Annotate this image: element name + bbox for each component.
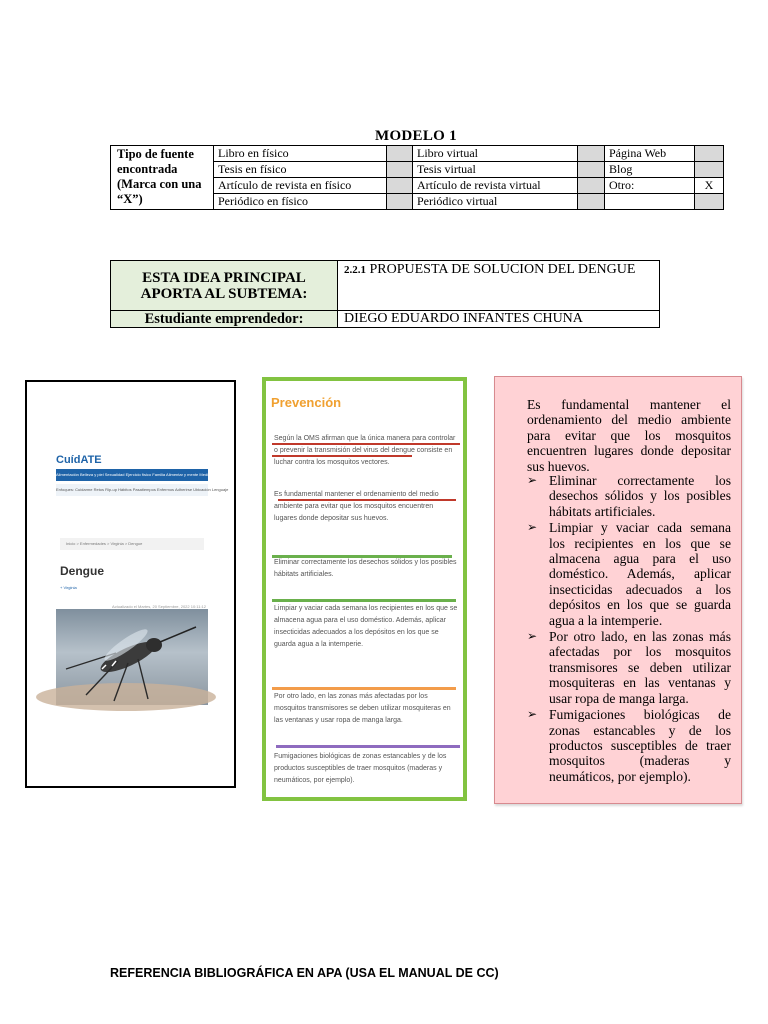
list-item bbox=[527, 707, 731, 784]
mosquito-image bbox=[56, 609, 208, 705]
website-screenshot-card bbox=[25, 380, 236, 788]
list-item bbox=[527, 473, 731, 519]
option-cell: Libro virtual bbox=[413, 146, 578, 162]
highlight-underline bbox=[278, 499, 456, 501]
idea-table bbox=[110, 260, 660, 328]
highlight-underline bbox=[272, 455, 412, 457]
arrow-bullet-icon: ➢ bbox=[527, 473, 538, 487]
summary-intro: Es fundamental mantener el ordenamiento del medio ambiente para evitar que los mosquitos encuentren lugares donde depositar sus huevos. bbox=[527, 397, 731, 474]
selected-mark[interactable]: X bbox=[695, 178, 724, 194]
option-cell: Artículo de revista en físico bbox=[214, 178, 387, 194]
checkbox-cell[interactable] bbox=[578, 178, 605, 194]
site-subnav: Enfoques: Cuidarme Retos Rip-up Hábitos Pasatiempos Enfermos Adherirse Ubicación Lenguaje bbox=[56, 484, 208, 496]
article-heading: Dengue bbox=[60, 564, 105, 578]
source-row bbox=[111, 146, 724, 162]
subtopic-number: 2.2.1 bbox=[344, 264, 366, 276]
summary-card bbox=[494, 376, 742, 804]
article-tag: + Virginia bbox=[60, 585, 77, 590]
highlight-underline bbox=[272, 687, 456, 690]
prevention-screenshot-card bbox=[262, 377, 467, 801]
student-name: DIEGO EDUARDO INFANTES CHUNA bbox=[338, 311, 660, 328]
option-cell: Periódico en físico bbox=[214, 194, 387, 210]
option-cell: Página Web bbox=[605, 146, 695, 162]
checkbox-cell[interactable] bbox=[695, 146, 724, 162]
list-item-text: Por otro lado, en las zonas más afectadas por los mosquitos transmisores se deben utilizar mosquiteras en las ventanas y usar ropa de manga larga. bbox=[549, 629, 731, 706]
checkbox-cell[interactable] bbox=[387, 178, 413, 194]
list-item-text: Fumigaciones biológicas de zonas estancables y de los productos susceptibles de traer mosquitos (maderas y neumáticos, por ejemplo). bbox=[549, 707, 731, 784]
option-cell bbox=[605, 194, 695, 210]
student-label: Estudiante emprendedor: bbox=[111, 311, 338, 328]
website-capture bbox=[56, 442, 229, 722]
option-cell: Blog bbox=[605, 162, 695, 178]
prevention-paragraph: Eliminar correctamente los desechos sólidos y los posibles hábitats artificiales. bbox=[274, 559, 457, 578]
arrow-bullet-icon: ➢ bbox=[527, 520, 538, 535]
option-cell: Otro: bbox=[605, 178, 695, 194]
prevention-paragraph: Según la OMS afirman que la única manera para controlar o prevenir la transmisión del virus del dengue consiste en luchar contra los mosquitos vectores. bbox=[274, 435, 456, 466]
highlight-underline bbox=[272, 443, 460, 445]
highlight-underline bbox=[276, 745, 460, 748]
arrow-bullet-icon: ➢ bbox=[527, 629, 538, 644]
site-logo: CuídATE bbox=[56, 454, 102, 466]
checkbox-cell[interactable] bbox=[695, 194, 724, 210]
prevention-paragraph: Limpiar y vaciar cada semana los recipientes en los que se almacena agua para el uso doméstico. Además, aplicar insecticidas adecuados a los depósitos en los que se guarda agua a la intemperie. bbox=[274, 605, 458, 648]
option-cell: Tesis en físico bbox=[214, 162, 387, 178]
checkbox-cell[interactable] bbox=[578, 162, 605, 178]
reference-heading: REFERENCIA BIBLIOGRÁFICA EN APA (USA EL MANUAL DE CC) bbox=[110, 966, 499, 980]
article-date: Actualizado el Martes, 20 Septiembre, 2022 10:11:12 bbox=[112, 604, 206, 609]
prevention-paragraph: Por otro lado, en las zonas más afectadas por los mosquitos transmisores se deben utilizar mosquiteras en las ventanas y usar ropa de manga larga. bbox=[274, 693, 451, 724]
option-cell: Periódico virtual bbox=[413, 194, 578, 210]
idea-label: ESTA IDEA PRINCIPAL APORTA AL SUBTEMA: bbox=[111, 261, 338, 311]
source-type-label: Tipo de fuente encontrada (Marca con una “X”) bbox=[111, 146, 214, 210]
option-cell: Tesis virtual bbox=[413, 162, 578, 178]
breadcrumb: Inicio > Enfermedades > Virginia > Dengue bbox=[60, 538, 204, 550]
prevention-paragraph: Fumigaciones biológicas de zonas estancables y de los productos susceptibles de traer mosquitos (maderas y neumáticos, por ejemplo). bbox=[274, 753, 447, 784]
source-type-table bbox=[110, 145, 724, 210]
option-cell: Libro en físico bbox=[214, 146, 387, 162]
list-item bbox=[527, 520, 731, 628]
checkbox-cell[interactable] bbox=[387, 146, 413, 162]
summary-list bbox=[527, 473, 731, 785]
prevention-heading: Prevención bbox=[271, 395, 342, 410]
subtopic-value bbox=[338, 261, 660, 311]
checkbox-cell[interactable] bbox=[387, 194, 413, 210]
prevention-paragraph: Es fundamental mantener el ordenamiento del medio ambiente para evitar que los mosquitos encuentren lugares donde depositar sus huevos. bbox=[274, 491, 439, 522]
list-item-text: Limpiar y vaciar cada semana los recipientes en los que se almacena agua para el uso doméstico. Además, aplicar insecticidas adecuados a los depósitos en los que se guarda agua a la intemperie. bbox=[549, 520, 731, 628]
highlight-underline bbox=[272, 555, 452, 558]
checkbox-cell[interactable] bbox=[387, 162, 413, 178]
list-item-text: Eliminar correctamente los desechos sólidos y los posibles hábitats artificiales. bbox=[549, 473, 731, 519]
checkbox-cell[interactable] bbox=[578, 194, 605, 210]
arrow-bullet-icon: ➢ bbox=[527, 707, 538, 722]
checkbox-cell[interactable] bbox=[695, 162, 724, 178]
highlight-underline bbox=[272, 599, 456, 602]
option-cell: Artículo de revista virtual bbox=[413, 178, 578, 194]
model-title: MODELO 1 bbox=[375, 128, 457, 144]
site-navbar: Alimentación Belleza y piel Sexualidad Ejercicio físico Familia Alimentar y mente Medicamentos bbox=[56, 469, 208, 481]
checkbox-cell[interactable] bbox=[578, 146, 605, 162]
list-item bbox=[527, 629, 731, 706]
mosquito-photo bbox=[56, 609, 208, 705]
subtopic-title: PROPUESTA DE SOLUCION DEL DENGUE bbox=[369, 262, 636, 277]
